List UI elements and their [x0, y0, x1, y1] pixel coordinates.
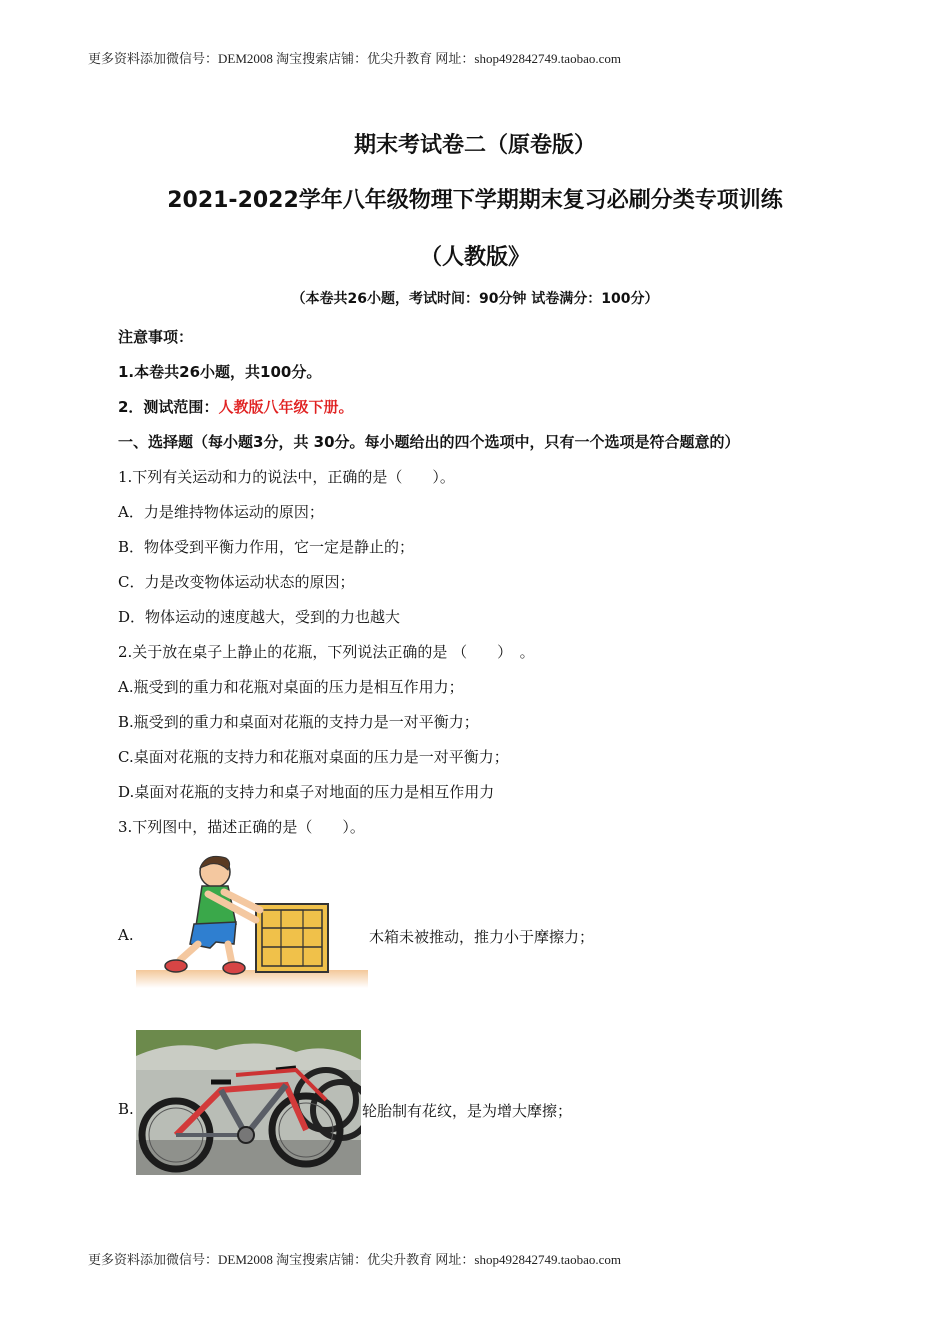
q3-option-b-label: B.	[118, 1100, 134, 1118]
q1-option-a: A．力是维持物体运动的原因；	[118, 503, 324, 521]
exam-subtitle: 2021-2022学年八年级物理下学期期末复习必刷分类专项训练	[167, 188, 783, 213]
q3-option-b-text: 轮胎制有花纹，是为增大摩擦；	[362, 1102, 573, 1120]
bicycles-photo	[136, 1030, 361, 1179]
exam-info: （本卷共26小题，考试时间：90分钟 试卷满分：100分）	[291, 291, 659, 307]
boy-pushing-box-illustration	[136, 848, 368, 992]
q2-option-d: D.桌面对花瓶的支持力和桌子对地面的压力是相互作用力	[118, 783, 495, 801]
q3-option-a-text: 木箱未被推动，推力小于摩擦力；	[369, 928, 595, 946]
notes-item-2-prefix: 2．测试范围：	[118, 398, 219, 416]
notes-heading: 注意事项：	[118, 328, 194, 346]
section-heading: 一、选择题（每小题3分，共 30分。每小题给出的四个选项中，只有一个选项是符合题意的）	[118, 433, 740, 451]
q2-stem: 2.关于放在桌子上静止的花瓶，下列说法正确的是 （ ） 。	[118, 643, 535, 661]
q1-option-d: D．物体运动的速度越大，受到的力也越大	[118, 608, 401, 626]
notes-item-1: 1.本卷共26小题，共100分。	[118, 363, 322, 381]
q1-stem: 1.下列有关运动和力的说法中，正确的是（ ）。	[118, 468, 455, 486]
exam-title: 期末考试卷二（原卷版）	[353, 133, 596, 158]
q2-option-a: A.瓶受到的重力和花瓶对桌面的压力是相互作用力；	[118, 678, 464, 696]
footer-note: 更多资料添加微信号：DEM2008 淘宝搜索店铺：优尖升教育 网址：shop492842749.taobao.com	[88, 1252, 621, 1267]
q1-option-c: C．力是改变物体运动状态的原因；	[118, 573, 355, 591]
exam-edition: （人教版》	[419, 245, 530, 270]
q2-option-c: C.桌面对花瓶的支持力和花瓶对桌面的压力是一对平衡力；	[118, 748, 509, 766]
header-note: 更多资料添加微信号：DEM2008 淘宝搜索店铺：优尖升教育 网址：shop492842749.taobao.com	[88, 51, 621, 66]
q2-option-b: B.瓶受到的重力和桌面对花瓶的支持力是一对平衡力；	[118, 713, 479, 731]
q3-stem: 3.下列图中，描述正确的是（ ）。	[118, 818, 365, 836]
q1-option-b: B．物体受到平衡力作用，它一定是静止的；	[118, 538, 415, 556]
notes-item-2-scope: 人教版八年级下册。	[218, 398, 354, 416]
notes-item-2	[118, 396, 353, 417]
q3-option-a-label: A.	[118, 926, 134, 944]
